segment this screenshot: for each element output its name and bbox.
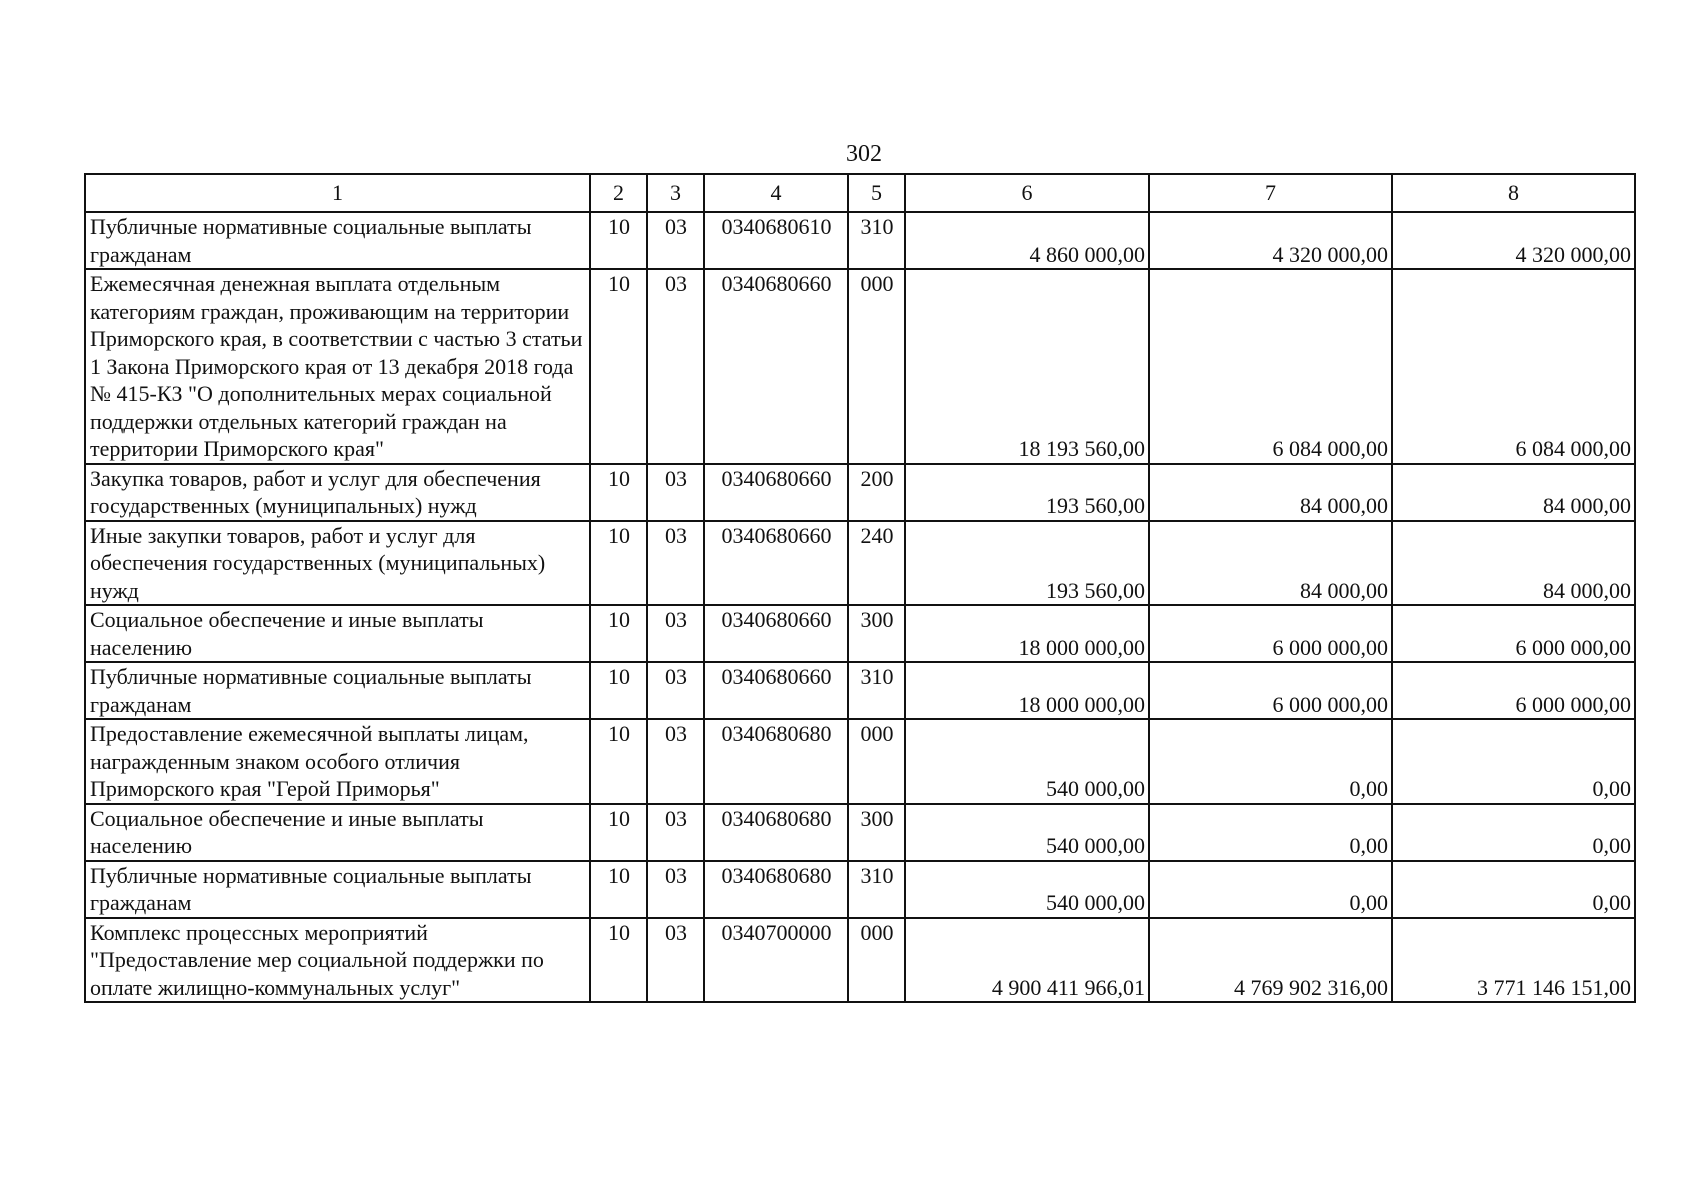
subsection-code: 03 bbox=[647, 804, 704, 861]
target-code: 0340680680 bbox=[704, 719, 848, 804]
amount-col-6: 18 193 560,00 bbox=[905, 269, 1149, 464]
row-name: Иные закупки товаров, работ и услуг для обеспечения государственных (муниципальных) нужд bbox=[85, 521, 590, 606]
target-code: 0340680660 bbox=[704, 662, 848, 719]
table-row bbox=[85, 662, 1635, 719]
amount-col-8: 6 000 000,00 bbox=[1392, 605, 1635, 662]
section-code: 10 bbox=[590, 521, 647, 606]
section-code: 10 bbox=[590, 719, 647, 804]
row-name: Социальное обеспечение и иные выплаты населению bbox=[85, 605, 590, 662]
amount-col-8: 84 000,00 bbox=[1392, 521, 1635, 606]
amount-col-8: 0,00 bbox=[1392, 861, 1635, 918]
amount-col-6: 18 000 000,00 bbox=[905, 662, 1149, 719]
row-name: Публичные нормативные социальные выплаты гражданам bbox=[85, 212, 590, 269]
table-row bbox=[85, 212, 1635, 269]
section-code: 10 bbox=[590, 464, 647, 521]
row-name: Комплекс процессных мероприятий "Предоставление мер социальной поддержки по оплате жилищно-коммунальных услуг" bbox=[85, 918, 590, 1003]
amount-col-8: 6 000 000,00 bbox=[1392, 662, 1635, 719]
amount-col-6: 193 560,00 bbox=[905, 464, 1149, 521]
column-header: 7 bbox=[1149, 174, 1392, 212]
column-header: 5 bbox=[848, 174, 905, 212]
amount-col-8: 0,00 bbox=[1392, 719, 1635, 804]
target-code: 0340680660 bbox=[704, 269, 848, 464]
amount-col-7: 84 000,00 bbox=[1149, 464, 1392, 521]
subsection-code: 03 bbox=[647, 662, 704, 719]
target-code: 0340680660 bbox=[704, 521, 848, 606]
expense-type-code: 000 bbox=[848, 918, 905, 1003]
row-name: Ежемесячная денежная выплата отдельным категориям граждан, проживающим на территории Приморского края, в соответствии с частью 3 статьи 1 Закона Приморского края от 13 декабря 2018 года № 415-КЗ "О дополнительных мерах социальной поддержки отдельных категорий граждан на территории Приморского края" bbox=[85, 269, 590, 464]
column-header: 4 bbox=[704, 174, 848, 212]
expense-type-code: 000 bbox=[848, 269, 905, 464]
column-header: 6 bbox=[905, 174, 1149, 212]
table-row bbox=[85, 804, 1635, 861]
table-row bbox=[85, 861, 1635, 918]
target-code: 0340680660 bbox=[704, 464, 848, 521]
row-name: Закупка товаров, работ и услуг для обеспечения государственных (муниципальных) нужд bbox=[85, 464, 590, 521]
subsection-code: 03 bbox=[647, 212, 704, 269]
target-code: 0340680680 bbox=[704, 804, 848, 861]
budget-table bbox=[84, 173, 1636, 1003]
amount-col-8: 84 000,00 bbox=[1392, 464, 1635, 521]
column-header: 8 bbox=[1392, 174, 1635, 212]
amount-col-8: 4 320 000,00 bbox=[1392, 212, 1635, 269]
expense-type-code: 310 bbox=[848, 662, 905, 719]
amount-col-8: 0,00 bbox=[1392, 804, 1635, 861]
target-code: 0340680680 bbox=[704, 861, 848, 918]
amount-col-6: 540 000,00 bbox=[905, 861, 1149, 918]
column-header: 1 bbox=[85, 174, 590, 212]
section-code: 10 bbox=[590, 861, 647, 918]
page-number: 302 bbox=[846, 141, 882, 167]
expense-type-code: 000 bbox=[848, 719, 905, 804]
expense-type-code: 300 bbox=[848, 804, 905, 861]
section-code: 10 bbox=[590, 605, 647, 662]
column-header: 3 bbox=[647, 174, 704, 212]
expense-type-code: 200 bbox=[848, 464, 905, 521]
subsection-code: 03 bbox=[647, 861, 704, 918]
table-row bbox=[85, 269, 1635, 464]
amount-col-7: 84 000,00 bbox=[1149, 521, 1392, 606]
section-code: 10 bbox=[590, 804, 647, 861]
section-code: 10 bbox=[590, 212, 647, 269]
amount-col-7: 6 084 000,00 bbox=[1149, 269, 1392, 464]
table-row bbox=[85, 918, 1635, 1003]
subsection-code: 03 bbox=[647, 605, 704, 662]
target-code: 0340700000 bbox=[704, 918, 848, 1003]
expense-type-code: 310 bbox=[848, 212, 905, 269]
amount-col-6: 18 000 000,00 bbox=[905, 605, 1149, 662]
column-header: 2 bbox=[590, 174, 647, 212]
amount-col-8: 3 771 146 151,00 bbox=[1392, 918, 1635, 1003]
row-name: Публичные нормативные социальные выплаты гражданам bbox=[85, 861, 590, 918]
subsection-code: 03 bbox=[647, 918, 704, 1003]
table-row bbox=[85, 521, 1635, 606]
target-code: 0340680610 bbox=[704, 212, 848, 269]
expense-type-code: 300 bbox=[848, 605, 905, 662]
subsection-code: 03 bbox=[647, 521, 704, 606]
row-name: Предоставление ежемесячной выплаты лицам, награжденным знаком особого отличия Приморского края "Герой Приморья" bbox=[85, 719, 590, 804]
row-name: Публичные нормативные социальные выплаты гражданам bbox=[85, 662, 590, 719]
amount-col-6: 193 560,00 bbox=[905, 521, 1149, 606]
amount-col-7: 0,00 bbox=[1149, 719, 1392, 804]
amount-col-8: 6 084 000,00 bbox=[1392, 269, 1635, 464]
amount-col-6: 540 000,00 bbox=[905, 804, 1149, 861]
row-name: Социальное обеспечение и иные выплаты населению bbox=[85, 804, 590, 861]
expense-type-code: 310 bbox=[848, 861, 905, 918]
table-row bbox=[85, 464, 1635, 521]
amount-col-7: 6 000 000,00 bbox=[1149, 662, 1392, 719]
target-code: 0340680660 bbox=[704, 605, 848, 662]
amount-col-7: 0,00 bbox=[1149, 804, 1392, 861]
section-code: 10 bbox=[590, 662, 647, 719]
table-header-row bbox=[85, 174, 1635, 212]
amount-col-7: 4 320 000,00 bbox=[1149, 212, 1392, 269]
amount-col-6: 4 860 000,00 bbox=[905, 212, 1149, 269]
amount-col-7: 6 000 000,00 bbox=[1149, 605, 1392, 662]
subsection-code: 03 bbox=[647, 464, 704, 521]
table-row bbox=[85, 719, 1635, 804]
amount-col-6: 540 000,00 bbox=[905, 719, 1149, 804]
table-row bbox=[85, 605, 1635, 662]
subsection-code: 03 bbox=[647, 269, 704, 464]
amount-col-6: 4 900 411 966,01 bbox=[905, 918, 1149, 1003]
section-code: 10 bbox=[590, 918, 647, 1003]
subsection-code: 03 bbox=[647, 719, 704, 804]
amount-col-7: 0,00 bbox=[1149, 861, 1392, 918]
section-code: 10 bbox=[590, 269, 647, 464]
amount-col-7: 4 769 902 316,00 bbox=[1149, 918, 1392, 1003]
expense-type-code: 240 bbox=[848, 521, 905, 606]
